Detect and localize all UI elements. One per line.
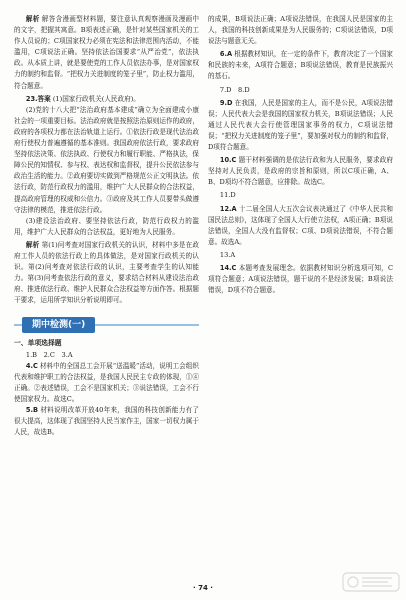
continued-text: 的成果，B项说法正确；A项说法错误，在我国人民是国家的主人，我国的科技创新成果是为人民服务的；C项说法错误，D项说法与题意无关。 [208, 15, 393, 46]
answer-label-5: 5.B [25, 406, 38, 414]
answer-12-text: 十二届全国人大五次会议表决通过了《中华人民共和国民法总则》，这体现了全国人大行使立法权，A项正确；B项说法错误，全国人大没有监督权；C项、D项说法错误，不符合题意。故选A。 [208, 204, 393, 246]
answer-14-text: 本题考查发展理念。依据教材知识分析选项可知，C项符合题意；A项说法错误，题干说的不是经济发展；B项说法错误，D项不符合题意。 [208, 263, 393, 295]
answer-5-text: 材料说明改革开放40年来，我国的科技创新能力有了很大提高，这体现了我国坚持人民当家作主，国家一切权力属于人民，故选B。 [14, 406, 199, 437]
answer-9-text: 在我国，人民是国家的主人，而不是公民，A项说法错误；人民代表大会是我国的国家权力机关，B项说法错误；人民通过人民代表大会行使管理国家事务的权力，C项说法错误；“把权力关进制度的笼子里”，要加强对权力的制约和监督，D项符合题意。 [208, 98, 393, 152]
answer-label-23: 23.答案 [25, 94, 51, 103]
answer-label-12: 12.A [219, 204, 237, 213]
answer-23-part-3: (3)建设法治政府、要坚持依法行政，防范行政权力的滥用，维护广大人民群众的合法权益，更好地为人民服务。 [14, 216, 199, 236]
answer-11: 11.D [219, 191, 236, 200]
section-banner [14, 316, 199, 334]
watermark-logo-icon [342, 570, 400, 594]
answer-label-10: 10.C [219, 156, 237, 165]
analysis-label: 解析 [25, 15, 40, 23]
left-column [14, 14, 199, 438]
analysis-text: 第(1)问考查对国家行政机关的认识，材料中多是在政府工作人员的依法行政上的具体做法，是对国家行政机关的认识。第(2)问考查对依法行政的认识，主要考查学生的认知能力。第(3)问考查依法行政的意义，要求结合材料从建设法治政府、推进依法行政、维护人民群众合法权益等方面作答。根据题干要求，运用所学知识分析说明即可。 [14, 240, 199, 305]
answer-label-14: 14.C [219, 263, 237, 272]
answer-4-text: 材料中的全国总工会开展“送温暖”活动，说明工会组织代表和维护职工的合法权益，是我国人民民主专政的体现，①④正确。②表述错误，工会不是国家机关；③说法错误，工会不行使国家权力。故选C。 [14, 361, 199, 403]
section-title: 期中检测(一) [22, 317, 95, 333]
answer-23-part-1: (1)国家行政机关(人民政府)。 [52, 94, 140, 103]
answers-1-3: 1.B 2.C 3.A [25, 350, 73, 359]
analysis-text: 解答含漫画型材料题，要注意认真观察漫画及漫画中的文字，把握其寓意。B项表述正确，是针对某些国家机关的工作人员说的；C项国家权力必须在宪法和法律范围内活动，不能滥用，C项说法正确。坚持依法治国要求“从严治党”，依法执政。从本质上讲，就是要使党的工作人员依法办事，是对国家权力的制约和监督。“把权力关进制度的笼子里”，防止权力滥用，符合题意。 [14, 15, 199, 90]
answer-10-text: 题干材料强调的是依法行政和为人民服务，要求政府坚持对人民负责，是政府的宗旨和原则，所以C项正确，A、B、D项均不符合题意，应排除。故选C。 [208, 156, 394, 187]
page-number: · 74 · [193, 584, 213, 592]
answers-7-8: 7.D 8.D [219, 85, 250, 94]
answer-label-6: 6.A [219, 50, 233, 59]
answer-23-part-2: (2)党的十八大把“法治政府基本建成”确立为全面建成小康社会的一项重要目标。法治政府就是按照法治原则运作的政府，政府的各项权力都在法治轨道上运行。①依法行政是现代法治政府行使权力普遍遵循的基本准则。我国政府依法行政，要求政府坚持依法决策、依法执政、行使权力和履行职能、严格执法，保障公民的知情权、参与权、表达权和监督权，提升公民依法参与政治生活的能力。②政府要切实做到严格规范公正文明执法。依法行政，防范行政权力的滥用，维护广大人民群众的合法权益，提高政府管理的权威和公信力。③政府及其工作人员要带头做遵守法律的模范，推进依法行政。 [14, 105, 199, 214]
answer-13: 13.A [219, 250, 236, 259]
answer-label-9: 9.D [219, 98, 233, 107]
analysis-label: 解析 [25, 240, 40, 249]
subsection-heading: 一、单项选择题 [14, 339, 62, 348]
answer-6-text: 根据教材知识，在一定的条件下，教育决定了一个国家和民族的未来，A项符合题意；B项说法错误，教育是民族振兴的基石。 [208, 50, 393, 81]
right-column [208, 14, 393, 296]
answer-label-4: 4.C [25, 361, 38, 370]
